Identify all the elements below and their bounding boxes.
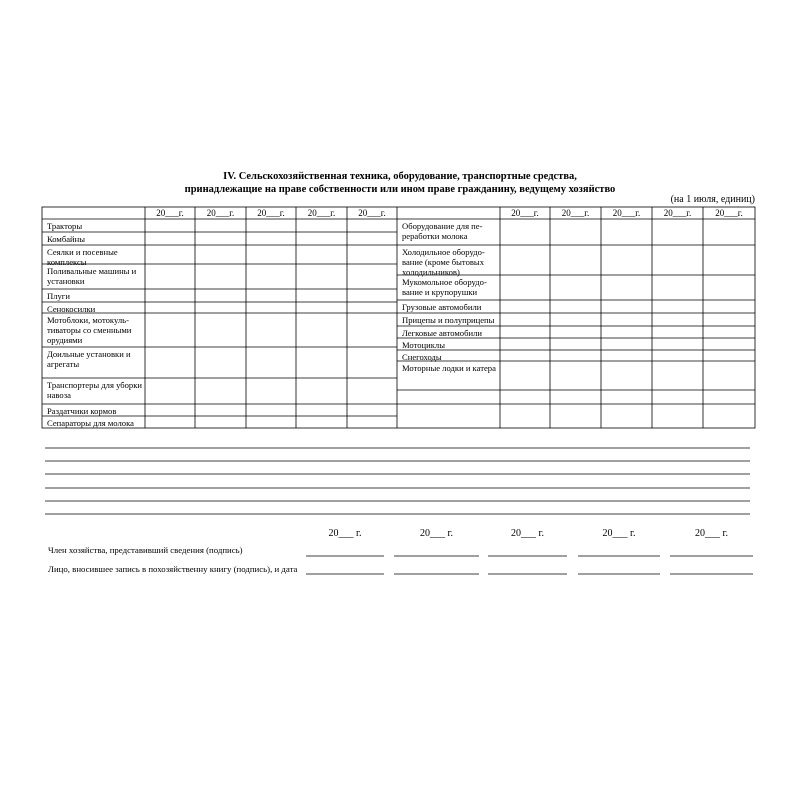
year-header-left-5: 20___г.: [358, 208, 386, 218]
signature-label-member: Член хозяйства, представивший сведения (подпись): [48, 545, 243, 555]
bottom-year-3: 20___ г.: [511, 528, 544, 539]
year-header-left-2: 20___г.: [206, 208, 235, 218]
table-border: [42, 207, 755, 428]
year-header-left-3: 20___г.: [257, 208, 285, 218]
year-header-left-4: 20___г.: [307, 208, 336, 218]
year-header-left-1: 20___г.: [156, 208, 184, 218]
bottom-year-2: 20___ г.: [420, 528, 453, 539]
year-header-right-1: 20___г.: [511, 208, 539, 218]
signature-label-recorder: Лицо, вносившее запись в похозяйственну книгу (подпись), и дата: [48, 564, 298, 574]
title-line-2: принадлежащие на праве собственности или ином праве гражданину, ведущему хозяйство: [184, 184, 616, 195]
left-row-label: Сепараторы для молока: [47, 417, 134, 428]
left-row-label: Транспортеры для уборки навоза: [47, 379, 143, 400]
year-header-right-5: 20___г.: [715, 208, 743, 218]
left-row-label: Доильные установки и агрегаты: [47, 348, 131, 369]
right-row-label: Снегоходы: [402, 351, 442, 362]
right-row-label: Грузовые автомобили: [402, 301, 482, 312]
title-line-1: IV. Сельскохозяйственная техника, оборудование, транспортные средства,: [223, 171, 577, 182]
right-row-label: Легковые автомобили: [402, 327, 482, 338]
left-row-label: Комбайны: [47, 233, 86, 244]
right-row-label: Мукомольное оборудо-вание и крупорушки: [402, 276, 487, 297]
year-header-right-3: 20___г.: [612, 208, 641, 218]
right-row-label: Оборудование для пе-реработки молока: [402, 220, 483, 241]
left-row-label: Раздатчики кормов: [47, 405, 117, 416]
subtitle-units: (на 1 июля, единиц): [670, 194, 755, 205]
left-row-label: Плуги: [47, 290, 70, 301]
left-row-label: Тракторы: [47, 220, 83, 231]
right-row-label: Холодильное оборудо-вание (кроме бытовых холодильников): [402, 246, 485, 278]
year-header-right-2: 20___г.: [561, 208, 590, 218]
left-row-label: Сеялки и посевные комплексы: [47, 246, 118, 267]
right-row-label: Прицепы и полуприцепы: [402, 314, 495, 325]
left-row-label: Сенокосилки: [47, 303, 96, 314]
year-header-right-4: 20___г.: [663, 208, 692, 218]
right-row-label: Мотоциклы: [402, 339, 445, 350]
bottom-year-1: 20___ г.: [328, 528, 362, 539]
bottom-year-4: 20___ г.: [602, 528, 636, 539]
left-row-label: Мотоблоки, мотокуль-тиваторы со сменными орудиями: [47, 314, 132, 346]
right-row-label: Моторные лодки и катера: [402, 362, 496, 373]
bottom-year-5: 20___ г.: [695, 528, 728, 539]
left-row-label: Поливальные машины и установки: [47, 265, 137, 286]
